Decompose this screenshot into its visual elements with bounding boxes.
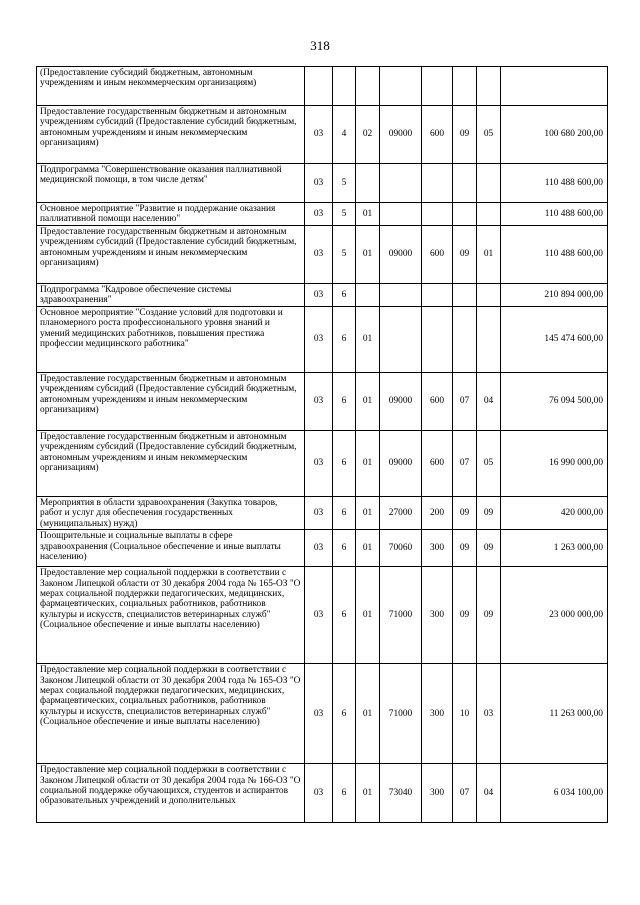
table-row: [37, 530, 608, 567]
subsection-code-cell: 09: [477, 530, 501, 567]
subsection-code-cell: 09: [477, 567, 501, 664]
expense-type-code-cell: 200: [422, 497, 453, 530]
event-code-cell: 01: [356, 664, 380, 764]
event-code-cell: 01: [356, 497, 380, 530]
subsection-code-cell: [477, 203, 501, 226]
gp-code-cell: 03: [305, 431, 333, 497]
expense-type-code-cell: 600: [422, 373, 453, 431]
direction-code-cell: 27000: [380, 497, 422, 530]
table-body: [37, 67, 608, 823]
table-row: [37, 284, 608, 307]
subsection-code-cell: 05: [477, 431, 501, 497]
subsection-code-cell: 03: [477, 664, 501, 764]
subprogram-code-cell: 6: [333, 284, 356, 307]
subsection-code-cell: [477, 67, 501, 106]
expense-type-code-cell: 300: [422, 764, 453, 823]
event-code-cell: 01: [356, 530, 380, 567]
row-description: Предоставление мер социальной поддержки в соответствии с Законом Липецкой области от 30 декабря 2004 года № 166-ОЗ "О социальной поддержке обучающихся, студентов и аспирантов образовательных учреждений и дополнительных: [37, 764, 305, 823]
row-description: Основное мероприятие "Развитие и поддержание оказания паллиативной помощи населению": [37, 203, 305, 226]
expense-type-code-cell: [422, 164, 453, 203]
event-code-cell: [356, 284, 380, 307]
row-description: Мероприятия в области здравоохранения (Закупка товаров, работ и услуг для обеспечения государственных (муниципальных) нужд): [37, 497, 305, 530]
section-code-cell: [453, 203, 477, 226]
subsection-code-cell: 04: [477, 373, 501, 431]
budget-table: [36, 66, 608, 823]
event-code-cell: 01: [356, 226, 380, 284]
direction-code-cell: 09000: [380, 226, 422, 284]
section-code-cell: 07: [453, 373, 477, 431]
event-code-cell: 01: [356, 431, 380, 497]
amount-cell: 76 094 500,00: [501, 373, 608, 431]
direction-code-cell: [380, 307, 422, 373]
subprogram-code-cell: 6: [333, 764, 356, 823]
section-code-cell: 09: [453, 530, 477, 567]
gp-code-cell: 03: [305, 530, 333, 567]
subprogram-code-cell: 6: [333, 664, 356, 764]
amount-cell: 1 263 000,00: [501, 530, 608, 567]
amount-cell: [501, 67, 608, 106]
subprogram-code-cell: 6: [333, 307, 356, 373]
section-code-cell: [453, 307, 477, 373]
event-code-cell: 01: [356, 764, 380, 823]
table-row: [37, 497, 608, 530]
table-row: [37, 164, 608, 203]
subprogram-code-cell: 5: [333, 226, 356, 284]
table-row: [37, 764, 608, 823]
direction-code-cell: [380, 67, 422, 106]
direction-code-cell: [380, 164, 422, 203]
subprogram-code-cell: 4: [333, 106, 356, 164]
table-row: [37, 203, 608, 226]
expense-type-code-cell: 300: [422, 664, 453, 764]
gp-code-cell: 03: [305, 373, 333, 431]
subprogram-code-cell: 6: [333, 530, 356, 567]
table-row: [37, 226, 608, 284]
amount-cell: 110 488 600,00: [501, 226, 608, 284]
expense-type-code-cell: 300: [422, 530, 453, 567]
row-description: (Предоставление субсидий бюджетным, автономным учреждениям и иным некоммерческим организациям): [37, 67, 305, 106]
subprogram-code-cell: [333, 67, 356, 106]
gp-code-cell: 03: [305, 664, 333, 764]
section-code-cell: 07: [453, 764, 477, 823]
subsection-code-cell: [477, 307, 501, 373]
subsection-code-cell: 01: [477, 226, 501, 284]
gp-code-cell: 03: [305, 497, 333, 530]
amount-cell: 210 894 000,00: [501, 284, 608, 307]
direction-code-cell: 09000: [380, 431, 422, 497]
section-code-cell: 09: [453, 497, 477, 530]
gp-code-cell: 03: [305, 284, 333, 307]
expense-type-code-cell: 300: [422, 567, 453, 664]
event-code-cell: 02: [356, 106, 380, 164]
event-code-cell: 01: [356, 567, 380, 664]
gp-code-cell: 03: [305, 226, 333, 284]
row-description: Предоставление мер социальной поддержки в соответствии с Законом Липецкой области от 30 декабря 2004 года № 165-ОЗ "О мерах социальной поддержки педагогических, медицинских, фармацевтических, социальных работников, работников культуры и искусств, специалистов ветеринарных служб" (Социальное обеспечение и иные выплаты населению): [37, 664, 305, 764]
event-code-cell: 01: [356, 373, 380, 431]
amount-cell: 100 680 200,00: [501, 106, 608, 164]
amount-cell: 11 263 000,00: [501, 664, 608, 764]
amount-cell: 110 488 600,00: [501, 164, 608, 203]
gp-code-cell: 03: [305, 203, 333, 226]
event-code-cell: 01: [356, 203, 380, 226]
direction-code-cell: 71000: [380, 664, 422, 764]
event-code-cell: [356, 164, 380, 203]
subprogram-code-cell: 5: [333, 203, 356, 226]
section-code-cell: 09: [453, 106, 477, 164]
subsection-code-cell: [477, 164, 501, 203]
direction-code-cell: [380, 203, 422, 226]
page-number: 318: [310, 38, 330, 53]
gp-code-cell: 03: [305, 764, 333, 823]
amount-cell: 16 990 000,00: [501, 431, 608, 497]
direction-code-cell: 71000: [380, 567, 422, 664]
table-row: [37, 307, 608, 373]
gp-code-cell: 03: [305, 307, 333, 373]
row-description: Основное мероприятие "Создание условий для подготовки и планомерного роста профессионального уровня знаний и умений медицинских работников, повышения престижа профессии медицинского работника": [37, 307, 305, 373]
subsection-code-cell: 05: [477, 106, 501, 164]
row-description: Подпрограмма "Совершенствование оказания паллиативной медицинской помощи, в том числе детям": [37, 164, 305, 203]
section-code-cell: 07: [453, 431, 477, 497]
table-row: [37, 431, 608, 497]
section-code-cell: 09: [453, 567, 477, 664]
table-row: [37, 373, 608, 431]
subsection-code-cell: [477, 284, 501, 307]
table-row: [37, 567, 608, 664]
subsection-code-cell: 04: [477, 764, 501, 823]
expense-type-code-cell: 600: [422, 226, 453, 284]
row-description: Предоставление государственным бюджетным и автономным учреждениям субсидий (Предоставление субсидий бюджетным, автономным учреждениям и иным некоммерческим организациям): [37, 431, 305, 497]
table-row: [37, 106, 608, 164]
expense-type-code-cell: 600: [422, 431, 453, 497]
subprogram-code-cell: 5: [333, 164, 356, 203]
subprogram-code-cell: 6: [333, 431, 356, 497]
table-row: [37, 664, 608, 764]
row-description: Предоставление государственным бюджетным и автономным учреждениям субсидий (Предоставление субсидий бюджетным, автономным учреждениям и иным некоммерческим организациям): [37, 106, 305, 164]
subprogram-code-cell: 6: [333, 373, 356, 431]
amount-cell: 420 000,00: [501, 497, 608, 530]
direction-code-cell: 73040: [380, 764, 422, 823]
expense-type-code-cell: 600: [422, 106, 453, 164]
row-description: Предоставление государственным бюджетным и автономным учреждениям субсидий (Предоставление субсидий бюджетным, автономным учреждениям и иным некоммерческим организациям): [37, 373, 305, 431]
row-description: Предоставление государственным бюджетным и автономным учреждениям субсидий (Предоставление субсидий бюджетным, автономным учреждениям и иным некоммерческим организациям): [37, 226, 305, 284]
subprogram-code-cell: 6: [333, 567, 356, 664]
expense-type-code-cell: [422, 284, 453, 307]
direction-code-cell: 09000: [380, 373, 422, 431]
section-code-cell: 10: [453, 664, 477, 764]
subprogram-code-cell: 6: [333, 497, 356, 530]
section-code-cell: [453, 164, 477, 203]
section-code-cell: 09: [453, 226, 477, 284]
event-code-cell: [356, 67, 380, 106]
amount-cell: 6 034 100,00: [501, 764, 608, 823]
expense-type-code-cell: [422, 307, 453, 373]
amount-cell: 23 000 000,00: [501, 567, 608, 664]
row-description: Поощрительные и социальные выплаты в сфере здравоохранения (Социальное обеспечение и иные выплаты населению): [37, 530, 305, 567]
gp-code-cell: 03: [305, 164, 333, 203]
direction-code-cell: [380, 284, 422, 307]
amount-cell: 110 488 600,00: [501, 203, 608, 226]
expense-type-code-cell: [422, 203, 453, 226]
gp-code-cell: [305, 67, 333, 106]
gp-code-cell: 03: [305, 567, 333, 664]
direction-code-cell: 09000: [380, 106, 422, 164]
amount-cell: 145 474 600,00: [501, 307, 608, 373]
subsection-code-cell: 09: [477, 497, 501, 530]
row-description: Предоставление мер социальной поддержки в соответствии с Законом Липецкой области от 30 декабря 2004 года № 165-ОЗ "О мерах социальной поддержки педагогических, медицинских, фармацевтических, социальных работников, работников культуры и искусств, специалистов ветеринарных служб" (Социальное обеспечение и иные выплаты населению): [37, 567, 305, 664]
expense-type-code-cell: [422, 67, 453, 106]
direction-code-cell: 70060: [380, 530, 422, 567]
section-code-cell: [453, 67, 477, 106]
table-row: [37, 67, 608, 106]
gp-code-cell: 03: [305, 106, 333, 164]
section-code-cell: [453, 284, 477, 307]
event-code-cell: 01: [356, 307, 380, 373]
row-description: Подпрограмма "Кадровое обеспечение системы здравоохранения": [37, 284, 305, 307]
